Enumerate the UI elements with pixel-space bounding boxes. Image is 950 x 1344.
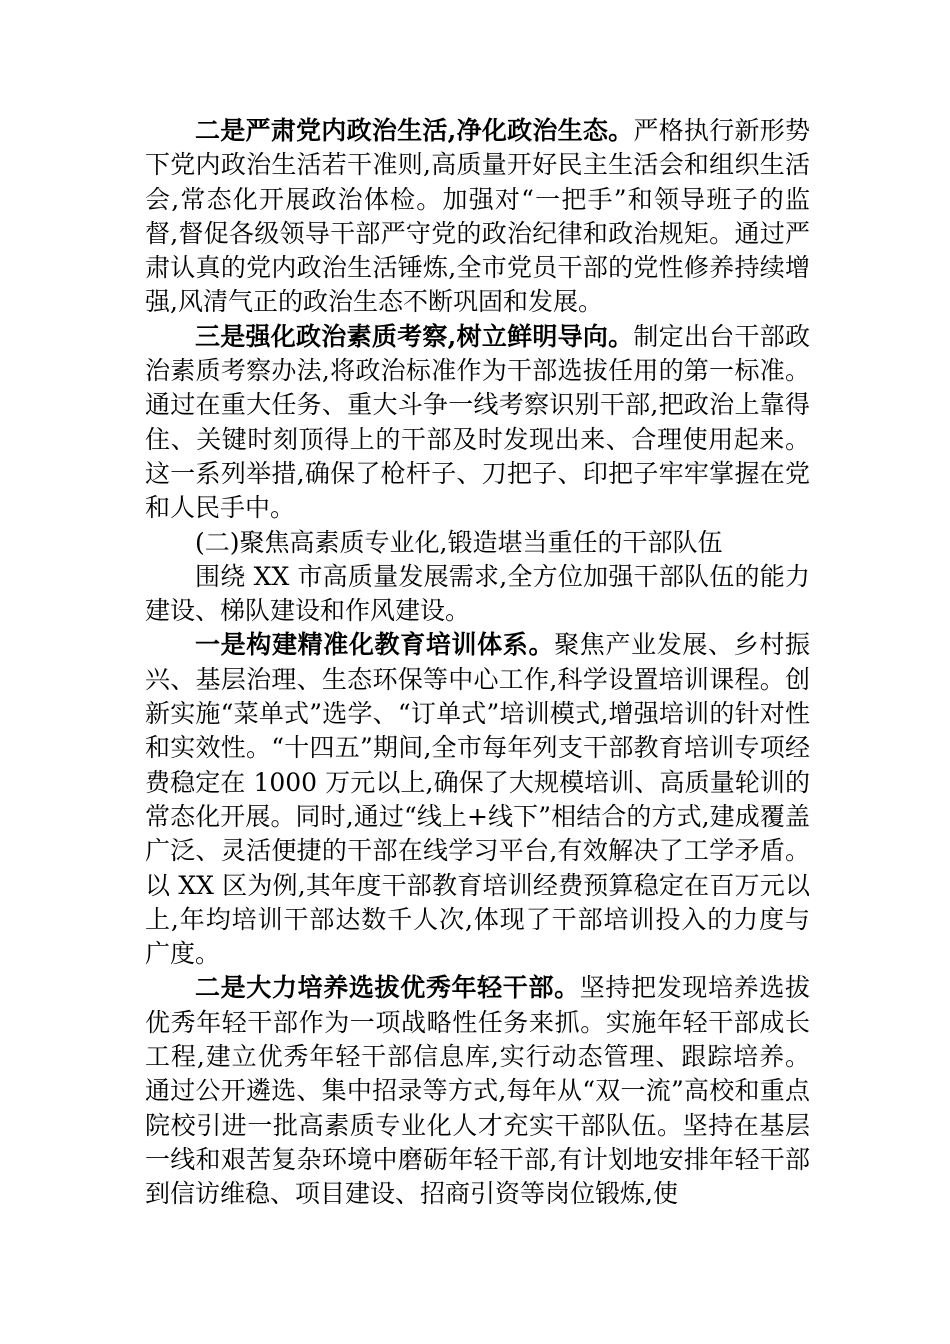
paragraph-lead: 一是构建精准化教育培训体系。	[195, 630, 555, 660]
paragraph-lead: 三是强化政治素质考察,树立鲜明导向。	[195, 321, 634, 351]
paragraph-text: 聚焦产业发展、乡村振兴、基层治理、生态环保等中心工作,科学设置培训课程。创新实施“菜单式”选学、“订单式”培训模式,增强培训的针对性和实效性。“十四五”期间,全市每年列支干部教育培训专项经费稳定在 1000 万元以上,确保了大规模培训、高质量轮训的常态化开展。同时,通过“线上+线下”相结合的方式,建成覆盖广泛、灵活便捷的干部在线学习平台,有效解决了工学矛盾。以 XX 区为例,其年度干部教育培训经费预算稳定在百万元以上,年均培训干部达数千人次,体现了干部培训投入的力度与广度。	[145, 630, 810, 969]
paragraph-political-quality	[145, 320, 810, 526]
section-heading	[145, 526, 810, 560]
paragraph-text: 严格执行新形势下党内政治生活若干准则,高质量开好民主生活会和组织生活会,常态化开展政治体检。加强对“一把手”和领导班子的监督,督促各级领导干部严守党的政治纪律和政治规矩。通过严肃认真的党内政治生活锤炼,全市党员干部的党性修养持续增强,风清气正的政治生态不断巩固和发展。	[145, 116, 810, 317]
paragraph-text: 围绕 XX 市高质量发展需求,全方位加强干部队伍的能力建设、梯队建设和作风建设。	[145, 561, 810, 626]
paragraph-training-system	[145, 628, 810, 971]
paragraph-lead: 二是严肃党内政治生活,净化政治生态。	[195, 116, 634, 145]
paragraph-text: 坚持把发现培养选拔优秀年轻干部作为一项战略性任务来抓。实施年轻干部成长工程,建立优秀年轻干部信息库,实行动态管理、跟踪培养。通过公开遴选、集中招录等方式,每年从“双一流”高校和重点院校引进一批高素质专业化人才充实干部队伍。坚持在基层一线和艰苦复杂环境中磨砺年轻干部,有计划地安排年轻干部到信访维稳、项目建设、招商引资等岗位锻炼,使	[145, 973, 810, 1209]
section-heading-text: (二)聚焦高素质专业化,锻造堪当重任的干部队伍	[195, 527, 723, 557]
paragraph-text: 制定出台干部政治素质考察办法,将政治标准作为干部选拔任用的第一标准。通过在重大任务、重大斗争一线考察识别干部,把政治上靠得住、关键时刻顶得上的干部及时发现出来、合理使用起来。这一系列举措,确保了枪杆子、刀把子、印把子牢牢掌握在党和人民手中。	[145, 321, 810, 523]
paragraph-lead: 二是大力培养选拔优秀年轻干部。	[195, 973, 580, 1003]
paragraph-political-life	[145, 114, 810, 320]
paragraph-intro	[145, 560, 810, 629]
paragraph-young-cadres	[145, 971, 810, 1211]
document-page	[145, 114, 810, 1212]
